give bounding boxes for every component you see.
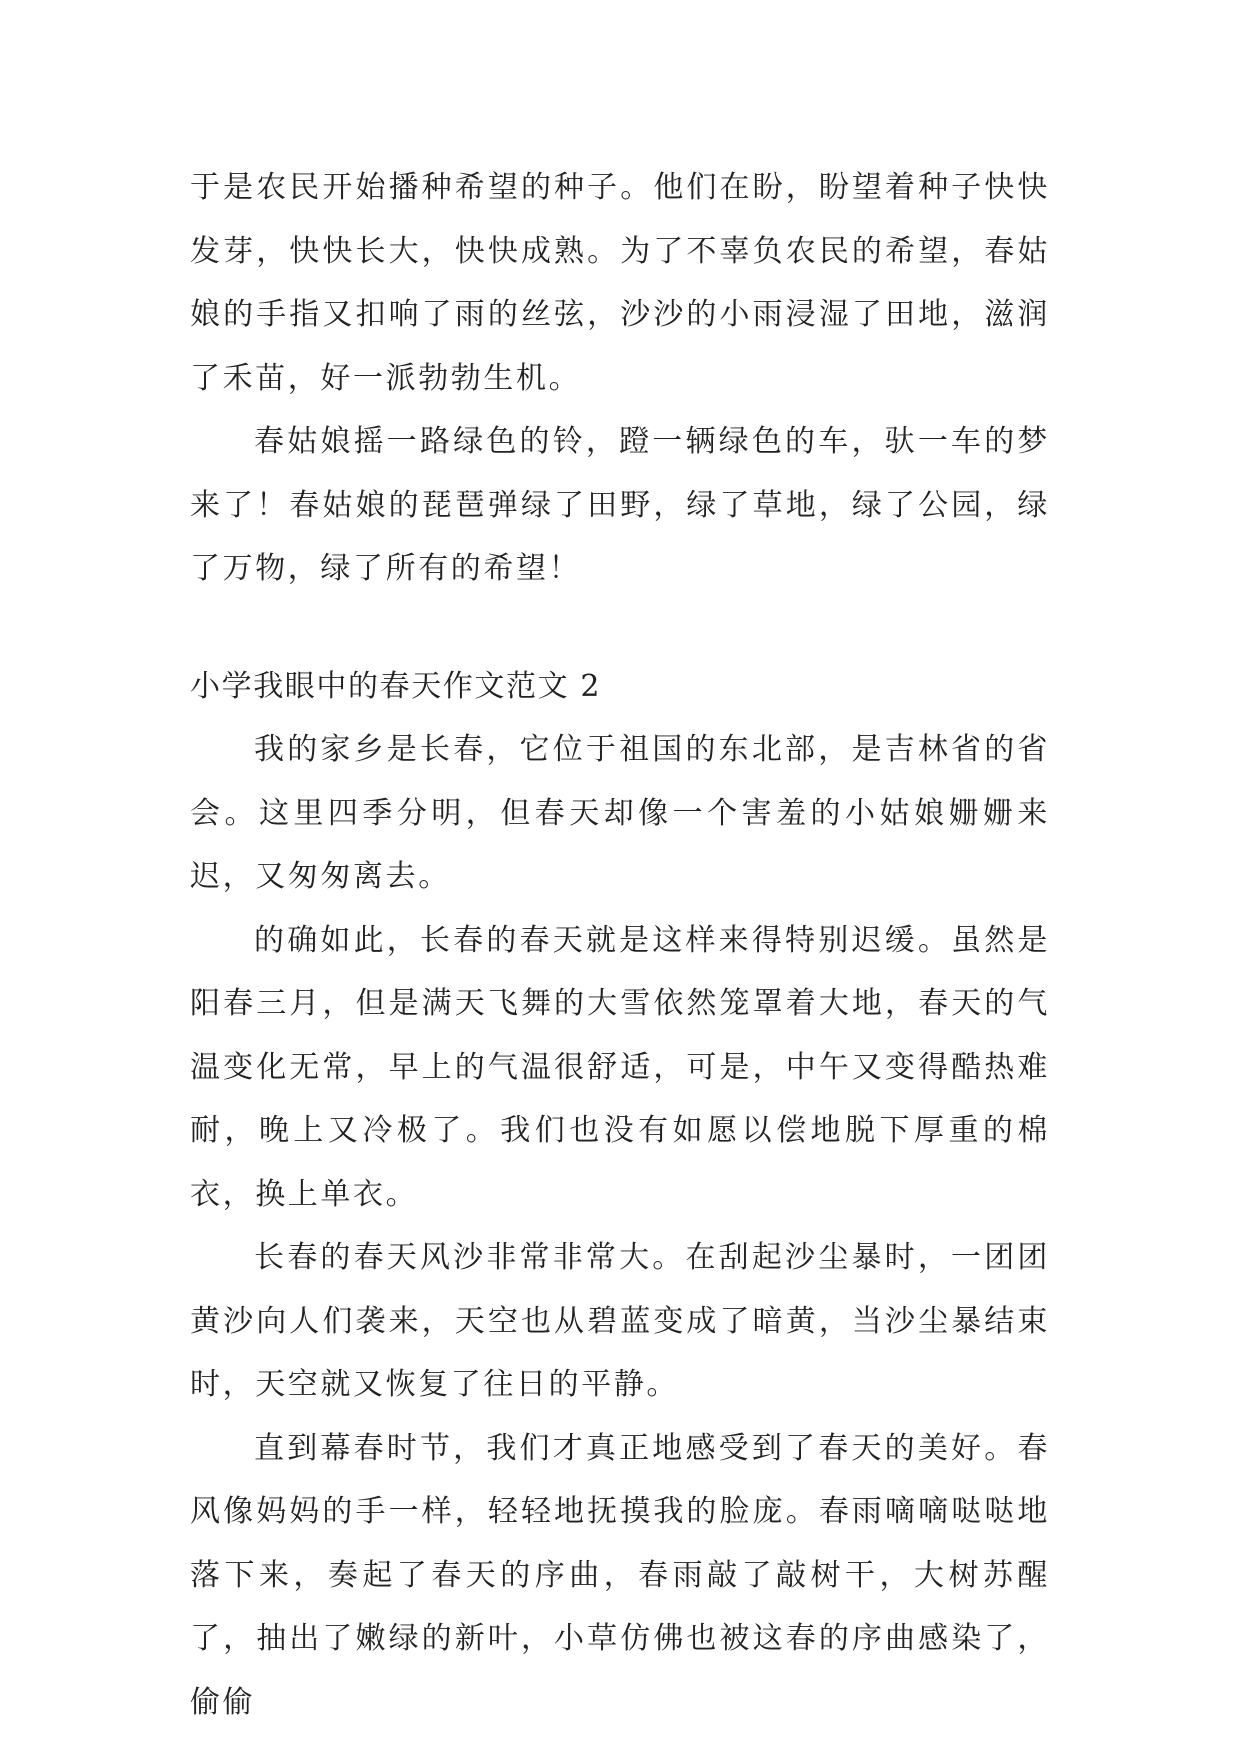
paragraph: 长春的春天风沙非常非常大。在刮起沙尘暴时，一团团黄沙向人们袭来，天空也从碧蓝变成了暗黄，当沙尘暴结束时，天空就又恢复了往日的平静。 xyxy=(190,1240,1050,1402)
essay-title: 小学我眼中的春天作文范文 2 xyxy=(190,668,602,704)
paragraph-continued: 于是农民开始播种希望的种子。他们在盼，盼望着种子快快发芽，快快长大，快快成熟。为了不辜负农民的希望，春姑娘的手指又扣响了雨的丝弦，沙沙的小雨浸湿了田地，滋润了禾苗，好一派勃勃生机。 xyxy=(190,170,1050,396)
paragraph: 春姑娘摇一路绿色的铃，蹬一辆绿色的车，驮一车的梦来了！春姑娘的琵琶弹绿了田野，绿了草地，绿了公园，绿了万物，绿了所有的希望！ xyxy=(190,424,1050,586)
paragraph: 我的家乡是长春，它位于祖国的东北部，是吉林省的省会。这里四季分明，但春天却像一个害羞的小姑娘姗姗来迟，又匆匆离去。 xyxy=(190,732,1050,894)
document-body xyxy=(190,156,1050,1734)
paragraph: 直到幕春时节，我们才真正地感受到了春天的美好。春风像妈妈的手一样，轻轻地抚摸我的脸庞。春雨嘀嘀哒哒地落下来，奏起了春天的序曲，春雨敲了敲树干，大树苏醒了，抽出了嫩绿的新叶，小草仿佛也被这春的序曲感染了，偷偷 xyxy=(190,1430,1050,1720)
paragraph: 的确如此，长春的春天就是这样来得特别迟缓。虽然是阳春三月，但是满天飞舞的大雪依然笼罩着大地，春天的气温变化无常，早上的气温很舒适，可是，中午又变得酷热难耐，晚上又冷极了。我们也没有如愿以偿地脱下厚重的棉衣，换上单衣。 xyxy=(190,922,1050,1212)
